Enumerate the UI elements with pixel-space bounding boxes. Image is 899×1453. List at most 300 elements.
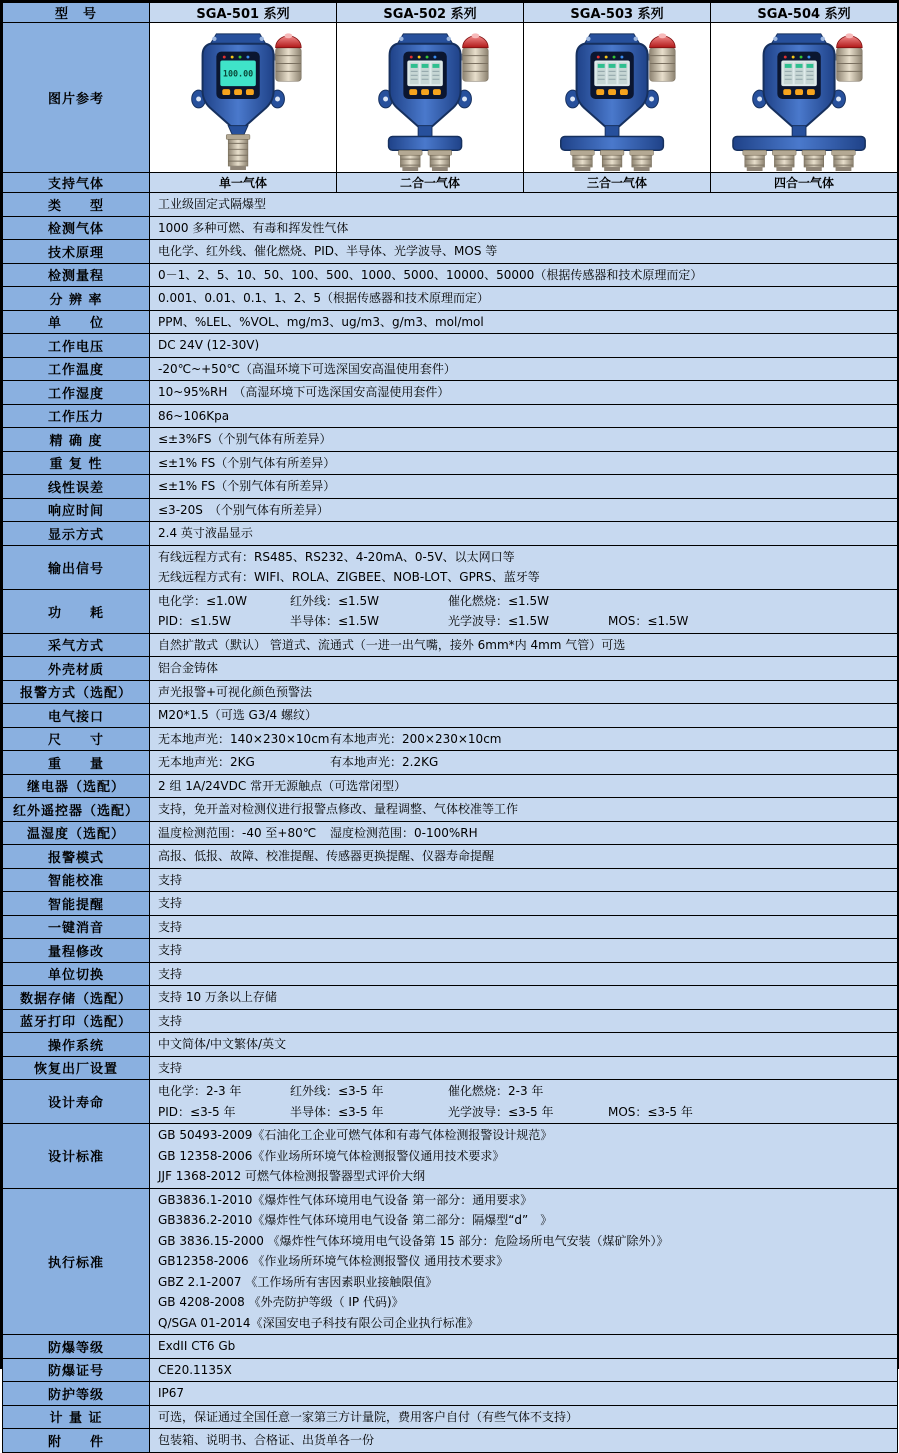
spec-row bbox=[3, 821, 898, 845]
value-segment: 光学波导：≤1.5W bbox=[448, 614, 550, 628]
value-line bbox=[158, 776, 893, 797]
value-line bbox=[158, 1166, 893, 1187]
spec-row-value bbox=[150, 680, 898, 704]
sensor-probe-icon bbox=[832, 150, 856, 171]
keypad-button bbox=[433, 89, 441, 95]
spec-row bbox=[3, 498, 898, 522]
spec-row bbox=[3, 986, 898, 1010]
value-segment: GBZ 2.1-2007 《工作场所有害因素职业接触限值》 bbox=[158, 1274, 438, 1289]
value-line bbox=[158, 312, 893, 333]
value-segment: 0－1、2、5、10、50、100、500、1000、5000、10000、50000（根据传感器和技术原理而定） bbox=[158, 267, 703, 282]
spec-row-label: 采气方式 bbox=[3, 633, 150, 657]
spec-row-label: 设计寿命 bbox=[3, 1080, 150, 1124]
spec-row bbox=[3, 287, 898, 311]
gas-detector-illustration bbox=[342, 24, 518, 172]
spec-row-value bbox=[150, 1358, 898, 1382]
value-segment: 2.4 英寸液晶显示 bbox=[158, 526, 253, 540]
sensor-probe-icon bbox=[772, 150, 796, 171]
spec-row bbox=[3, 193, 898, 217]
spec-row-value bbox=[150, 633, 898, 657]
spec-row bbox=[3, 774, 898, 798]
spec-row-value bbox=[150, 428, 898, 452]
value-line bbox=[158, 705, 893, 726]
spec-row-label: 工作温度 bbox=[3, 357, 150, 381]
sensor-probe-icon bbox=[802, 150, 826, 171]
value-line bbox=[158, 288, 893, 309]
spec-row bbox=[3, 357, 898, 381]
spec-row-value bbox=[150, 939, 898, 963]
model-name-sga-501: SGA-501 系列 bbox=[150, 3, 337, 23]
value-segment: 催化燃烧：2-3 年 bbox=[448, 1084, 544, 1098]
value-segment: 0.001、0.01、0.1、1、2、5（根据传感器和技术原理而定） bbox=[158, 291, 490, 305]
sensor-probe-icon bbox=[600, 150, 624, 171]
value-segment: IP67 bbox=[158, 1386, 185, 1400]
value-line bbox=[158, 335, 893, 356]
product-image-row bbox=[3, 23, 898, 173]
spec-row-value bbox=[150, 1056, 898, 1080]
value-segment: 无本地声光：140×230×10cm bbox=[158, 731, 330, 746]
spec-row-label: 智能校准 bbox=[3, 868, 150, 892]
detector-body bbox=[566, 33, 659, 128]
value-line bbox=[158, 729, 893, 750]
keypad-button bbox=[608, 89, 616, 95]
value-segment: GB 3836.15-2000 《爆炸性气体环境用电气设备第 15 部分：危险场所电气安装（煤矿除外）》 bbox=[158, 1233, 669, 1248]
value-segment: 包装箱、说明书、合格证、出货单各一份 bbox=[158, 1433, 375, 1447]
gas-detector-illustration bbox=[716, 24, 892, 172]
spec-row-label: 精 确 度 bbox=[3, 428, 150, 452]
value-line bbox=[158, 453, 893, 474]
spec-row bbox=[3, 1056, 898, 1080]
spec-row-label: 工作湿度 bbox=[3, 381, 150, 405]
value-line bbox=[158, 682, 893, 703]
value-line bbox=[158, 1034, 893, 1055]
spec-row bbox=[3, 868, 898, 892]
spec-row-label: 检测气体 bbox=[3, 216, 150, 240]
value-line bbox=[158, 846, 893, 867]
spec-row-label: 技术原理 bbox=[3, 240, 150, 264]
spec-row-value bbox=[150, 727, 898, 751]
spec-row-value bbox=[150, 193, 898, 217]
spec-row-value bbox=[150, 1188, 898, 1335]
spec-row bbox=[3, 892, 898, 916]
sensor-probe-icon bbox=[630, 150, 654, 171]
spec-row-value bbox=[150, 310, 898, 334]
spec-row bbox=[3, 240, 898, 264]
spec-row-label: 报警方式（选配） bbox=[3, 680, 150, 704]
spec-row bbox=[3, 727, 898, 751]
value-line bbox=[158, 1190, 893, 1211]
spec-row-label: 防爆等级 bbox=[3, 1335, 150, 1359]
value-segment: 支持 bbox=[158, 919, 183, 934]
spec-row bbox=[3, 1429, 898, 1453]
value-line bbox=[158, 1272, 893, 1293]
value-segment: Q/SGA 01-2014《深国安电子科技有限公司企业执行标准》 bbox=[158, 1315, 479, 1330]
sensor-probe-icon bbox=[571, 150, 595, 171]
value-segment: GB 4208-2008 《外壳防护等级（ IP 代码)》 bbox=[158, 1295, 404, 1309]
spec-row bbox=[3, 404, 898, 428]
spec-row-value bbox=[150, 451, 898, 475]
value-line bbox=[158, 752, 893, 773]
spec-row-label: 外壳材质 bbox=[3, 657, 150, 681]
value-segment: 支持 10 万条以上存储 bbox=[158, 990, 277, 1004]
manifold-bar bbox=[733, 136, 865, 150]
spec-row-value bbox=[150, 751, 898, 775]
product-image-sga-502 bbox=[337, 23, 524, 173]
spec-row bbox=[3, 962, 898, 986]
detector-body bbox=[379, 33, 472, 128]
value-segment: 无本地声光：2KG bbox=[158, 755, 255, 769]
spec-row bbox=[3, 263, 898, 287]
spec-row-label: 执行标准 bbox=[3, 1188, 150, 1335]
spec-row-value bbox=[150, 704, 898, 728]
value-segment: 催化燃烧：≤1.5W bbox=[448, 593, 550, 608]
spec-row-label: 设计标准 bbox=[3, 1124, 150, 1189]
value-segment: 支持 bbox=[158, 872, 183, 887]
spec-row-label: 单位切换 bbox=[3, 962, 150, 986]
value-segment: 半导体：≤3-5 年 bbox=[290, 1104, 384, 1119]
spec-row-label: 输出信号 bbox=[3, 545, 150, 589]
value-line bbox=[158, 1251, 893, 1272]
spec-row-label: 一键消音 bbox=[3, 915, 150, 939]
value-segment: PPM、%LEL、%VOL、mg/m3、ug/m3、g/m3、mol/mol bbox=[158, 314, 484, 329]
spec-row bbox=[3, 1124, 898, 1189]
gas-type-3in1: 三合一气体 bbox=[524, 173, 711, 193]
spec-row-value bbox=[150, 498, 898, 522]
spec-row bbox=[3, 1358, 898, 1382]
spec-row bbox=[3, 915, 898, 939]
spec-row bbox=[3, 216, 898, 240]
screen-reading: 100.00 bbox=[222, 67, 254, 78]
value-line bbox=[158, 218, 893, 239]
value-line bbox=[158, 547, 893, 568]
value-line bbox=[158, 1407, 893, 1428]
value-line bbox=[158, 500, 893, 521]
value-line bbox=[158, 917, 893, 938]
spec-row-value bbox=[150, 522, 898, 546]
gas-detector-illustration bbox=[529, 24, 705, 172]
spec-row bbox=[3, 845, 898, 869]
spec-row bbox=[3, 939, 898, 963]
value-segment: CE20.1135X bbox=[158, 1362, 232, 1377]
detector-body bbox=[192, 33, 285, 128]
value-segment: JJF 1368-2012 可燃气体检测报警器型式评价大纲 bbox=[158, 1169, 426, 1183]
value-line bbox=[158, 1146, 893, 1167]
manifold-bar bbox=[389, 136, 462, 150]
spec-row-label: 附 件 bbox=[3, 1429, 150, 1453]
value-segment: MOS：≤3-5 年 bbox=[608, 1104, 693, 1119]
keypad-button bbox=[234, 89, 242, 95]
value-segment: 红外线：≤3-5 年 bbox=[290, 1084, 384, 1098]
value-segment: 声光报警+可视化颜色预警法 bbox=[158, 684, 313, 699]
value-segment: GB 50493-2009《石油化工企业可燃气体和有毒气体检测报警设计规范》 bbox=[158, 1128, 553, 1142]
spec-row-value bbox=[150, 240, 898, 264]
spec-row-label: 功 耗 bbox=[3, 589, 150, 633]
value-segment: 无线远程方式有：WIFI、ROLA、ZIGBEE、NOB-LOT、GPRS、蓝牙等 bbox=[158, 570, 540, 584]
value-line bbox=[158, 1210, 893, 1231]
model-name-sga-503: SGA-503 系列 bbox=[524, 3, 711, 23]
value-segment: 高报、低报、故障、校准提醒、传感器更换提醒、仪器寿命提醒 bbox=[158, 849, 495, 863]
spec-row-value bbox=[150, 475, 898, 499]
spec-row bbox=[3, 1405, 898, 1429]
spec-row bbox=[3, 751, 898, 775]
spec-row-value bbox=[150, 404, 898, 428]
gas-row-label: 支持气体 bbox=[3, 173, 150, 193]
spec-row bbox=[3, 1009, 898, 1033]
value-line bbox=[158, 1383, 893, 1404]
model-name-sga-502: SGA-502 系列 bbox=[337, 3, 524, 23]
spec-row-value bbox=[150, 1382, 898, 1406]
value-line bbox=[158, 658, 893, 679]
value-segment: GB3836.2-2010《爆炸性气体环境用电气设备 第二部分：隔爆型“d” 》 bbox=[158, 1213, 553, 1227]
spec-row-value bbox=[150, 774, 898, 798]
keypad-button bbox=[596, 89, 604, 95]
value-line bbox=[158, 870, 893, 891]
value-segment: ≤3-20S （个别气体有所差异） bbox=[158, 502, 329, 517]
value-segment: 10~95%RH （高湿环境下可选深国安高湿使用套件） bbox=[158, 385, 450, 399]
detector-body bbox=[753, 33, 846, 128]
value-segment: PID：≤3-5 年 bbox=[158, 1104, 236, 1119]
value-segment: 1000 多种可燃、有毒和挥发性气体 bbox=[158, 220, 349, 235]
spec-row-label: 尺 寸 bbox=[3, 727, 150, 751]
spec-row-value bbox=[150, 381, 898, 405]
spec-row-value bbox=[150, 1009, 898, 1033]
spec-row bbox=[3, 310, 898, 334]
value-line bbox=[158, 1313, 893, 1334]
spec-row-label: 智能提醒 bbox=[3, 892, 150, 916]
value-segment: 86~106Kpa bbox=[158, 408, 230, 423]
keypad-button bbox=[807, 89, 815, 95]
value-line bbox=[158, 1231, 893, 1252]
value-line bbox=[158, 1058, 893, 1079]
value-segment: 支持 bbox=[158, 1060, 183, 1075]
gas-type-single: 单一气体 bbox=[150, 173, 337, 193]
value-segment: 支持 bbox=[158, 943, 183, 957]
sensor-probe-icon bbox=[428, 150, 452, 171]
spec-row-label: 继电器（选配） bbox=[3, 774, 150, 798]
spec-row-value bbox=[150, 357, 898, 381]
value-segment: 中文简体/中文繁体/英文 bbox=[158, 1037, 287, 1051]
spec-row-label: 单 位 bbox=[3, 310, 150, 334]
sensor-probe-icon bbox=[226, 134, 250, 170]
spec-row-label: 操作系统 bbox=[3, 1033, 150, 1057]
value-line bbox=[158, 1102, 893, 1123]
value-line bbox=[158, 382, 893, 403]
spec-row bbox=[3, 334, 898, 358]
value-line bbox=[158, 635, 893, 656]
spec-row-value bbox=[150, 545, 898, 589]
value-segment: ≤±1% FS（个别气体有所差异） bbox=[158, 455, 336, 470]
spec-row bbox=[3, 451, 898, 475]
value-line bbox=[158, 591, 893, 612]
keypad-button bbox=[783, 89, 791, 95]
spec-row-value bbox=[150, 1429, 898, 1453]
spec-row-label: 显示方式 bbox=[3, 522, 150, 546]
spec-row-value bbox=[150, 845, 898, 869]
spec-row-label: 防护等级 bbox=[3, 1382, 150, 1406]
spec-row-value bbox=[150, 1033, 898, 1057]
spec-row bbox=[3, 1188, 898, 1335]
keypad-button bbox=[620, 89, 628, 95]
value-segment: 电化学、红外线、催化燃烧、PID、半导体、光学波导、MOS 等 bbox=[158, 244, 498, 258]
product-image-sga-503 bbox=[524, 23, 711, 173]
value-segment: GB 12358-2006《作业场所环境气体检测报警仪通用技术要求》 bbox=[158, 1148, 505, 1163]
spec-row-label: 线性误差 bbox=[3, 475, 150, 499]
keypad-button bbox=[246, 89, 254, 95]
value-segment: 有本地声光：200×230×10cm bbox=[330, 731, 502, 746]
value-line bbox=[158, 476, 893, 497]
gas-type-2in1: 二合一气体 bbox=[337, 173, 524, 193]
spec-row-label: 工作电压 bbox=[3, 334, 150, 358]
manifold-bar bbox=[561, 136, 664, 150]
sensor-probe-icon bbox=[398, 150, 422, 171]
value-segment: 工业级固定式隔爆型 bbox=[158, 197, 267, 211]
spec-row bbox=[3, 381, 898, 405]
keypad-button bbox=[409, 89, 417, 95]
value-line bbox=[158, 429, 893, 450]
spec-row bbox=[3, 704, 898, 728]
keypad-button bbox=[421, 89, 429, 95]
supported-gas-row bbox=[3, 173, 898, 193]
spec-row bbox=[3, 589, 898, 633]
value-segment: 光学波导：≤3-5 年 bbox=[448, 1104, 554, 1119]
value-line bbox=[158, 1336, 893, 1357]
value-line bbox=[158, 567, 893, 588]
spec-table bbox=[2, 2, 898, 1453]
value-segment: 湿度检测范围：0-100%RH bbox=[330, 825, 478, 840]
gas-type-4in1: 四合一气体 bbox=[711, 173, 898, 193]
product-image-sga-504 bbox=[711, 23, 898, 173]
spec-row-label: 电气接口 bbox=[3, 704, 150, 728]
value-segment: GB12358-2006 《作业场所环境气体检测报警仪 通用技术要求》 bbox=[158, 1254, 509, 1268]
model-row-label: 型 号 bbox=[3, 3, 150, 23]
value-line bbox=[158, 1081, 893, 1102]
value-segment: 电化学：2-3 年 bbox=[158, 1084, 242, 1098]
value-segment: PID：≤1.5W bbox=[158, 614, 232, 628]
spec-row bbox=[3, 522, 898, 546]
spec-row-label: 蓝牙打印（选配） bbox=[3, 1009, 150, 1033]
spec-row-value bbox=[150, 821, 898, 845]
value-line bbox=[158, 893, 893, 914]
value-segment: 支持 bbox=[158, 1013, 183, 1028]
spec-row-value bbox=[150, 892, 898, 916]
spec-row-label: 量程修改 bbox=[3, 939, 150, 963]
spec-row-value bbox=[150, 216, 898, 240]
value-segment: 可选，保证通过全国任意一家第三方计量院，费用客户自付（有些气体不支持） bbox=[158, 1409, 579, 1424]
value-line bbox=[158, 1011, 893, 1032]
spec-row-label: 检测量程 bbox=[3, 263, 150, 287]
value-segment: 半导体：≤1.5W bbox=[290, 614, 380, 628]
product-image-sga-501 bbox=[150, 23, 337, 173]
spec-row-label: 恢复出厂设置 bbox=[3, 1056, 150, 1080]
spec-row-value bbox=[150, 986, 898, 1010]
spec-row bbox=[3, 1033, 898, 1057]
spec-row-value bbox=[150, 263, 898, 287]
spec-row bbox=[3, 475, 898, 499]
spec-row-label: 重 量 bbox=[3, 751, 150, 775]
keypad-button bbox=[795, 89, 803, 95]
value-segment: 有线远程方式有：RS485、RS232、4-20mA、0-5V、以太网口等 bbox=[158, 549, 515, 564]
value-segment: 红外线：≤1.5W bbox=[290, 593, 380, 608]
spec-row bbox=[3, 1382, 898, 1406]
value-line bbox=[158, 823, 893, 844]
spec-row-label: 数据存储（选配） bbox=[3, 986, 150, 1010]
value-segment: 2 组 1A/24VDC 常开无源触点（可选常闭型） bbox=[158, 778, 407, 793]
value-segment: ≤±1% FS（个别气体有所差异） bbox=[158, 479, 336, 493]
value-line bbox=[158, 1292, 893, 1313]
model-name-sga-504: SGA-504 系列 bbox=[711, 3, 898, 23]
image-row-label: 图片参考 bbox=[3, 23, 150, 173]
value-line bbox=[158, 241, 893, 262]
spec-row-value bbox=[150, 962, 898, 986]
spec-row bbox=[3, 680, 898, 704]
value-line bbox=[158, 523, 893, 544]
spec-row bbox=[3, 545, 898, 589]
spec-row-label: 重 复 性 bbox=[3, 451, 150, 475]
spec-row-value bbox=[150, 868, 898, 892]
spec-row bbox=[3, 428, 898, 452]
spec-row-value bbox=[150, 657, 898, 681]
spec-row-label: 报警模式 bbox=[3, 845, 150, 869]
value-segment: 温度检测范围：-40 至+80℃ bbox=[158, 825, 317, 840]
spec-row bbox=[3, 1080, 898, 1124]
value-segment: 自然扩散式（默认） 管道式、流通式（一进一出气嘴，接外 6mm*内 4mm 气管）可选 bbox=[158, 637, 626, 652]
value-line bbox=[158, 1360, 893, 1381]
value-segment: 铝合金铸体 bbox=[158, 661, 219, 675]
spec-row-label: 类 型 bbox=[3, 193, 150, 217]
model-header-row bbox=[3, 3, 898, 23]
value-segment: DC 24V (12-30V) bbox=[158, 338, 260, 352]
spec-row bbox=[3, 633, 898, 657]
spec-row bbox=[3, 657, 898, 681]
value-line bbox=[158, 964, 893, 985]
gas-detector-illustration bbox=[155, 24, 331, 172]
spec-row-label: 红外遥控器（选配） bbox=[3, 798, 150, 822]
value-segment: 支持，免开盖对检测仪进行报警点修改、量程调整、气体校准等工作 bbox=[158, 802, 519, 816]
spec-row-label: 防爆证号 bbox=[3, 1358, 150, 1382]
value-segment: 支持 bbox=[158, 896, 183, 910]
spec-row bbox=[3, 1335, 898, 1359]
value-segment: ExdII CT6 Gb bbox=[158, 1339, 236, 1353]
value-line bbox=[158, 940, 893, 961]
value-line bbox=[158, 265, 893, 286]
value-line bbox=[158, 406, 893, 427]
spec-row-value bbox=[150, 1080, 898, 1124]
spec-row-value bbox=[150, 1405, 898, 1429]
spec-row-label: 计 量 证 bbox=[3, 1405, 150, 1429]
keypad-button bbox=[222, 89, 230, 95]
spec-row-value bbox=[150, 915, 898, 939]
value-line bbox=[158, 194, 893, 215]
spec-row-value bbox=[150, 1124, 898, 1189]
value-line bbox=[158, 611, 893, 632]
value-segment: M20*1.5（可选 G3/4 螺纹） bbox=[158, 708, 317, 722]
value-line bbox=[158, 987, 893, 1008]
value-segment: 电化学：≤1.0W bbox=[158, 593, 248, 608]
value-segment: 支持 bbox=[158, 966, 183, 981]
value-segment: MOS：≤1.5W bbox=[608, 614, 689, 628]
spec-row-value bbox=[150, 287, 898, 311]
value-segment: ≤±3%FS（个别气体有所差异） bbox=[158, 432, 332, 446]
spec-row-label: 工作压力 bbox=[3, 404, 150, 428]
value-line bbox=[158, 1430, 893, 1451]
value-segment: -20℃~+50℃（高温环境下可选深国安高温使用套件） bbox=[158, 361, 456, 376]
spec-row-label: 温湿度（选配） bbox=[3, 821, 150, 845]
spec-row-value bbox=[150, 1335, 898, 1359]
spec-row-value bbox=[150, 798, 898, 822]
spec-row bbox=[3, 798, 898, 822]
value-line bbox=[158, 799, 893, 820]
spec-row-value bbox=[150, 589, 898, 633]
